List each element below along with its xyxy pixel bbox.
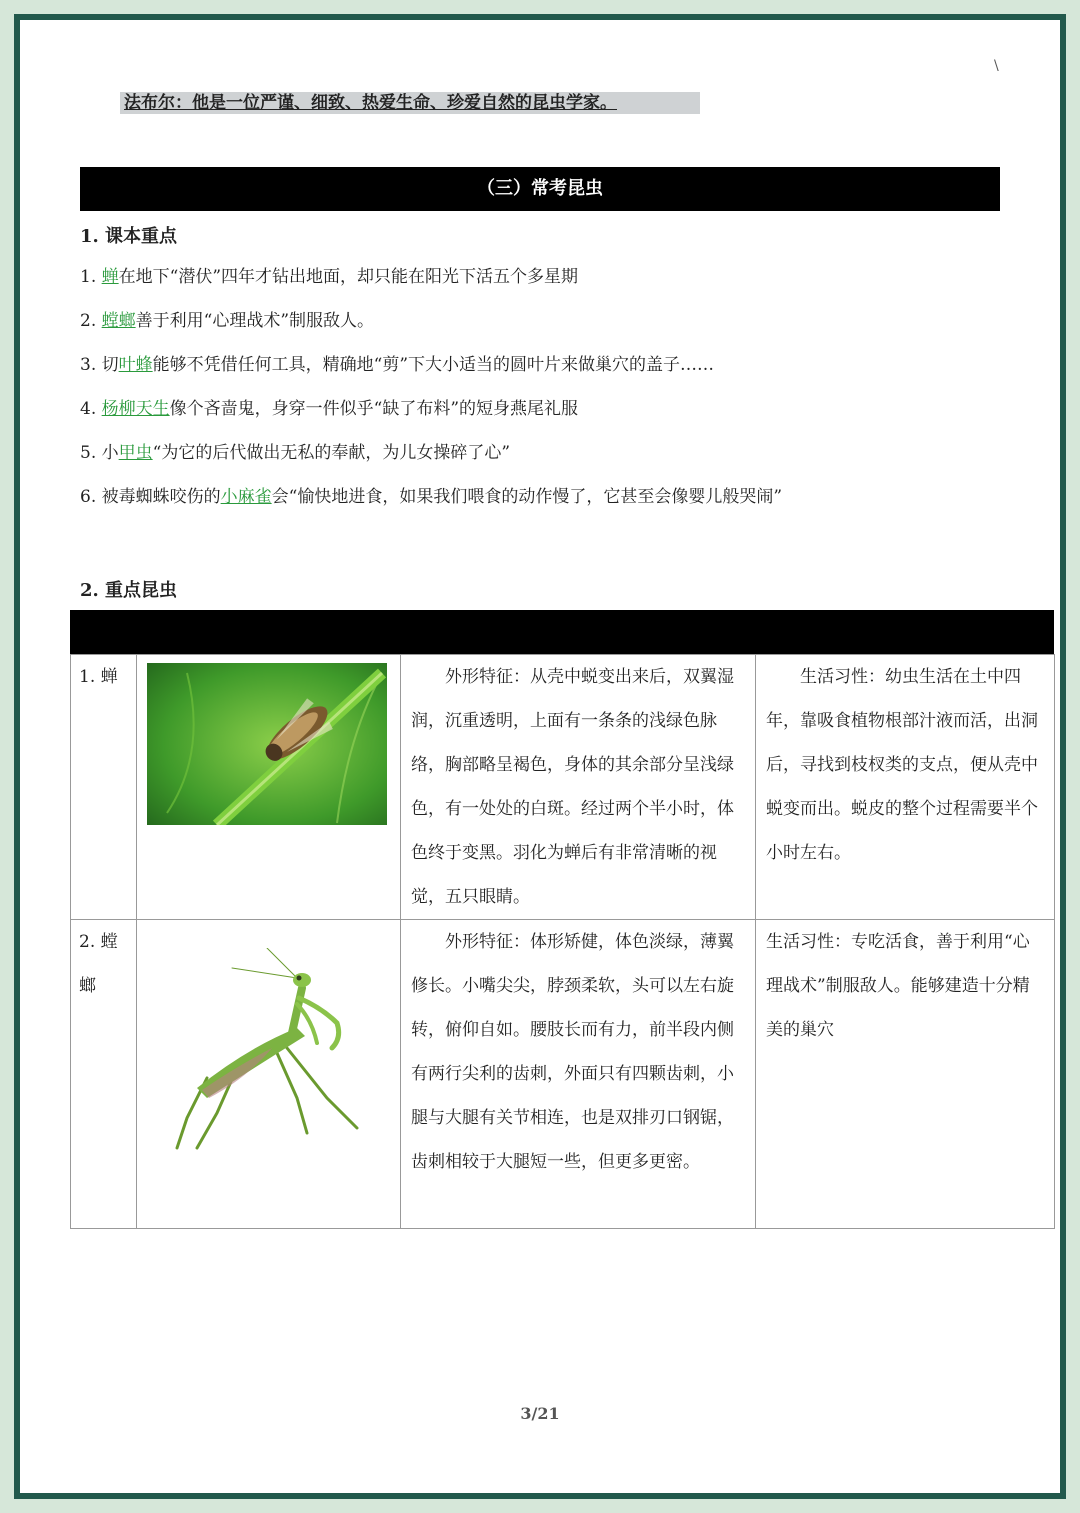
part1-heading: 1. 课本重点 <box>80 226 178 247</box>
list-item: 4. 杨柳天生像个吝啬鬼，身穿一件似乎“缺了布料”的短身燕尾礼服 <box>80 399 579 419</box>
habits-text: 生活习性：幼虫生活在土中四年，靠吸食植物根部汁液而活，出洞后，寻找到枝杈类的支点，便从壳中蜕变而出。蜕皮的整个过程需要半个小时左右。 <box>756 655 1055 920</box>
mantis-photo <box>137 920 401 1229</box>
insect-table <box>70 654 1055 1229</box>
mantis-image <box>147 948 387 1168</box>
cicada-image <box>147 663 387 825</box>
appearance-text: 外形特征：体形矫健，体色淡绿，薄翼修长。小嘴尖尖，脖颈柔软，头可以左右旋转，俯仰自如。腰肢长而有力，前半段内侧有两行尖利的齿刺，外面只有四颗齿刺，小腿与大腿有关节相连，也是双排刃口钢锯，齿刺相较于大腿短一些，但更多更密。 <box>401 920 756 1229</box>
table-row <box>71 920 1055 1229</box>
table-row <box>71 655 1055 920</box>
highlight-insect: 螳螂 <box>101 311 136 331</box>
list-item: 2. 螳螂善于利用“心理战术”制服敌人。 <box>80 311 375 331</box>
list-item: 1. 蝉在地下“潜伏”四年才钻出地面，却只能在阳光下活五个多星期 <box>80 267 579 287</box>
list-item: 5. 小甲虫“为它的后代做出无私的奉献，为儿女操碎了心” <box>80 443 511 463</box>
summary-line: 法布尔：他是一位严谨、细致、热爱生命、珍爱自然的昆虫学家。 <box>120 92 700 114</box>
habits-text: 生活习性：专吃活食，善于利用“心理战术”制服敌人。能够建造十分精美的巢穴 <box>756 920 1055 1229</box>
highlight-insect: 杨柳天生 <box>101 399 170 419</box>
row-label: 2. 螳螂 <box>71 920 137 1229</box>
highlight-insect: 叶蜂 <box>118 355 153 375</box>
list-item: 3. 切叶蜂能够不凭借任何工具，精确地“剪”下大小适当的圆叶片来做巢穴的盖子…… <box>80 355 715 375</box>
page-number: 3/21 <box>520 1404 560 1423</box>
section-banner: （三）常考昆虫 <box>80 167 1000 211</box>
list-item: 6. 被毒蜘蛛咬伤的小麻雀会“愉快地进食，如果我们喂食的动作慢了，它甚至会像婴儿般哭闹” <box>80 487 783 507</box>
stray-mark: \ <box>994 58 999 74</box>
highlight-insect: 小麻雀 <box>220 487 272 507</box>
key-points-list <box>80 262 782 526</box>
page-frame <box>14 14 1066 1499</box>
highlight-insect: 蝉 <box>101 267 119 287</box>
document-page <box>20 20 1060 1493</box>
row-label: 1. 蝉 <box>71 655 137 920</box>
highlight-insect: 甲虫 <box>118 443 153 463</box>
appearance-text: 外形特征：从壳中蜕变出来后，双翼湿润，沉重透明，上面有一条条的浅绿色脉络，胸部略呈褐色，身体的其余部分呈浅绿色，有一处处的白斑。经过两个半小时，体色终于变黑。羽化为蝉后有非常清晰的视觉，五只眼睛。 <box>401 655 756 920</box>
part2-heading: 2. 重点昆虫 <box>80 580 178 601</box>
table-header-bar <box>70 610 1054 654</box>
cicada-photo <box>137 655 401 920</box>
